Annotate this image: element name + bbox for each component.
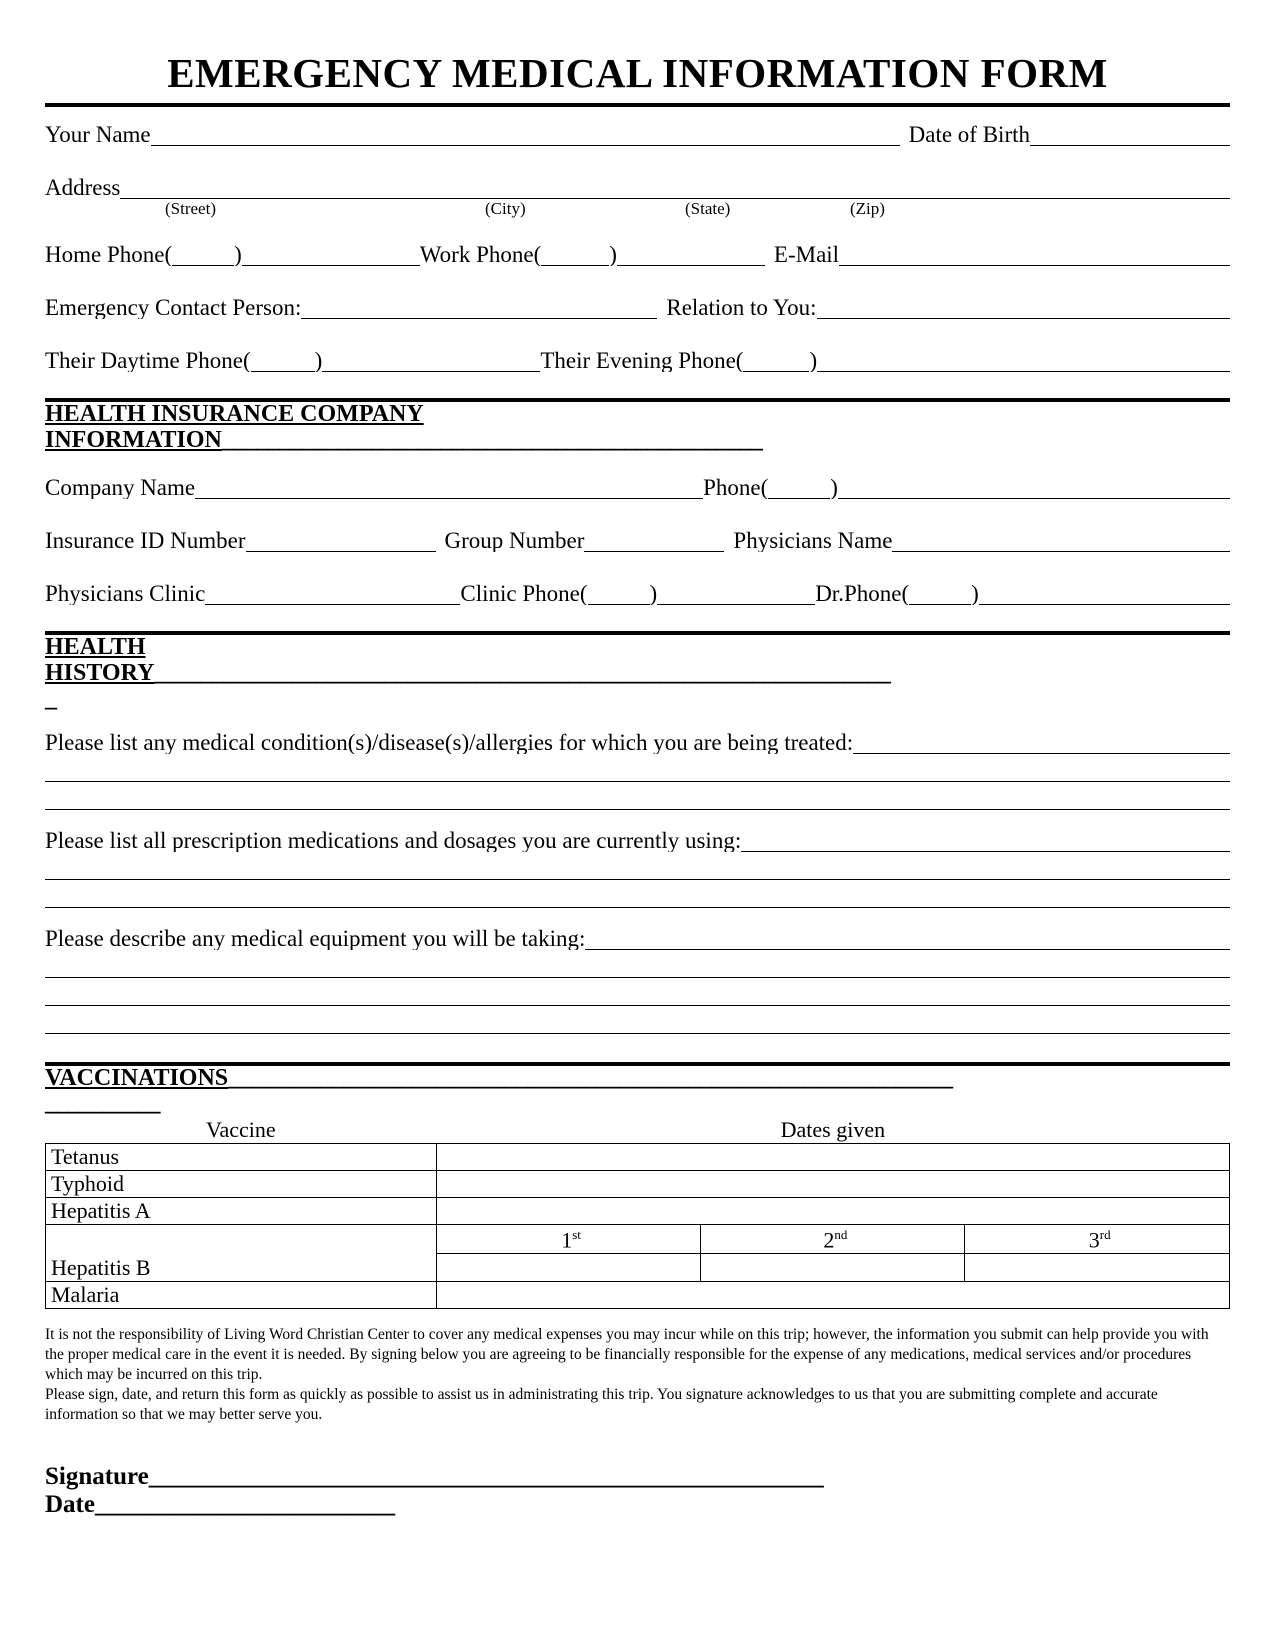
dose-header-2nd-suffix: nd xyxy=(834,1227,848,1243)
question-equipment-label: Please describe any medical equipment you will be taking: xyxy=(45,926,586,950)
address-sub-label-state: (State) xyxy=(685,199,731,219)
physicians-clinic-label: Physicians Clinic xyxy=(45,581,206,605)
vaccine-dates-hepatitis-b xyxy=(436,1225,1229,1282)
dose-header-3rd-number: 3 xyxy=(1088,1227,1100,1253)
vaccine-dates-typhoid[interactable] xyxy=(436,1171,1229,1198)
clinic-phone-input[interactable] xyxy=(657,583,815,605)
date-row xyxy=(45,1491,1230,1519)
dose-header-2nd-number: 2 xyxy=(823,1227,835,1253)
work-phone-paren-close: ) xyxy=(609,243,617,267)
table-row xyxy=(46,1171,1230,1198)
insurance-heading-underscores: _______________________________________________ xyxy=(221,426,763,453)
date-of-birth-input[interactable] xyxy=(1030,124,1230,146)
vaccinations-section-heading xyxy=(45,1066,1230,1118)
disclaimer-paragraph-2: Please sign, date, and return this form as quickly as possible to assist us in administrating this trip. You signature acknowledges to us that you are submitting complete and accurate information so that we may better serve you. xyxy=(45,1385,1158,1423)
dose-header-2nd xyxy=(701,1225,965,1254)
row-company-name xyxy=(45,476,1230,499)
evening-phone-area-input[interactable] xyxy=(743,350,809,372)
row-emergency-contact xyxy=(45,296,1230,319)
daytime-phone-area-input[interactable] xyxy=(251,350,315,372)
vaccine-dates-malaria[interactable] xyxy=(436,1282,1229,1309)
hepatitis-b-dose-table xyxy=(437,1225,1229,1281)
signature-row xyxy=(45,1463,1230,1491)
health-history-heading-line2: HISTORY xyxy=(45,659,155,686)
insurance-phone-label: Phone( xyxy=(703,475,769,499)
question-medications-label: Please list all prescription medications and dosages you are currently using: xyxy=(45,828,742,852)
vaccine-name-hepatitis-b: Hepatitis B xyxy=(46,1225,437,1282)
question-conditions-line-2[interactable] xyxy=(45,754,1230,782)
relation-to-you-label: Relation to You: xyxy=(666,296,817,320)
dose-input-2nd[interactable] xyxy=(701,1254,965,1282)
table-row xyxy=(46,1198,1230,1225)
home-phone-label: Home Phone( xyxy=(45,243,173,267)
group-number-input[interactable] xyxy=(584,530,724,552)
clinic-phone-paren-close: ) xyxy=(649,581,658,605)
address-sub-label-city: (City) xyxy=(485,199,526,219)
insurance-id-label: Insurance ID Number xyxy=(45,528,246,552)
row-question-conditions xyxy=(45,731,1230,754)
row-address xyxy=(45,176,1230,199)
question-medications-line-2[interactable] xyxy=(45,852,1230,880)
dose-header-row xyxy=(437,1225,1229,1254)
question-conditions-input[interactable] xyxy=(853,732,1230,754)
emergency-contact-input[interactable] xyxy=(301,297,657,319)
insurance-heading-line1: HEALTH INSURANCE COMPANY xyxy=(45,401,424,428)
dose-header-3rd-suffix: rd xyxy=(1099,1227,1111,1243)
question-equipment-line-2[interactable] xyxy=(45,950,1230,978)
table-row xyxy=(46,1225,1230,1282)
disclaimer-paragraph-1: It is not the responsibility of Living Word Christian Center to cover any medical expenses you may incur while on this trip; however, the information you submit can help provide you with the proper medical care in the event it is needed. By signing below you are agreeing to be financially responsible for the expense of any medications, medical services and/or procedures which may be incurred on this trip. xyxy=(45,1326,1209,1384)
dose-header-1st xyxy=(437,1225,701,1254)
insurance-phone-paren-close: ) xyxy=(830,475,838,499)
company-name-input[interactable] xyxy=(195,477,703,499)
address-sub-label-zip: (Zip) xyxy=(850,199,885,219)
daytime-phone-paren-close: ) xyxy=(314,349,323,373)
vaccinations-table xyxy=(45,1117,1230,1309)
dr-phone-area-input[interactable] xyxy=(909,583,971,605)
dr-phone-input[interactable] xyxy=(979,583,1230,605)
insurance-section-heading xyxy=(45,402,1230,454)
vaccinations-heading: VACCINATIONS xyxy=(45,1064,229,1091)
date-input[interactable]: ________________________ xyxy=(94,1490,395,1518)
physicians-name-input[interactable] xyxy=(892,530,1230,552)
vaccine-dates-hepatitis-a[interactable] xyxy=(436,1198,1229,1225)
evening-phone-input[interactable] xyxy=(817,350,1230,372)
emergency-contact-label: Emergency Contact Person: xyxy=(45,296,302,320)
dr-phone-label: Dr.Phone( xyxy=(815,581,910,605)
row-physicians-clinic xyxy=(45,582,1230,605)
vaccine-name-typhoid: Typhoid xyxy=(46,1171,437,1198)
date-label: Date xyxy=(45,1490,95,1518)
health-history-heading-underscores-wrap: _ xyxy=(45,685,57,712)
vaccine-name-hepatitis-a: Hepatitis A xyxy=(46,1198,437,1225)
question-medications-line-3[interactable] xyxy=(45,880,1230,908)
insurance-heading-line2: INFORMATION xyxy=(45,426,222,453)
health-history-heading-line1: HEALTH xyxy=(45,633,146,660)
company-name-label: Company Name xyxy=(45,475,196,499)
question-equipment-line-4[interactable] xyxy=(45,1006,1230,1034)
evening-phone-label: Their Evening Phone( xyxy=(540,349,744,373)
signature-input[interactable]: ______________________________________________________ xyxy=(148,1462,824,1490)
page-title: EMERGENCY MEDICAL INFORMATION FORM xyxy=(167,50,1108,96)
row-insurance-ids xyxy=(45,529,1230,552)
question-conditions-label: Please list any medical condition(s)/disease(s)/allergies for which you are being treated: xyxy=(45,730,854,754)
row-phones-email xyxy=(45,243,1230,266)
address-input[interactable] xyxy=(120,177,1230,199)
clinic-phone-label: Clinic Phone( xyxy=(460,581,588,605)
your-name-label: Your Name xyxy=(45,123,151,147)
physicians-name-label: Physicians Name xyxy=(733,528,893,552)
clinic-phone-area-input[interactable] xyxy=(588,583,650,605)
email-input[interactable] xyxy=(839,244,1230,266)
home-phone-paren-close: ) xyxy=(234,243,242,267)
row-their-phones xyxy=(45,349,1230,372)
health-history-heading-underscores: ________________________________________________________________ xyxy=(154,659,891,686)
daytime-phone-label: Their Daytime Phone( xyxy=(45,349,251,373)
row-question-medications xyxy=(45,829,1230,852)
dose-input-1st[interactable] xyxy=(437,1254,701,1282)
table-header-vaccine: Vaccine xyxy=(46,1117,437,1144)
address-label: Address xyxy=(45,176,121,200)
vaccine-name-tetanus: Tetanus xyxy=(46,1144,437,1171)
question-equipment-line-3[interactable] xyxy=(45,978,1230,1006)
table-header-dates-given: Dates given xyxy=(436,1117,1229,1144)
home-phone-area-input[interactable] xyxy=(172,244,234,266)
dose-header-1st-suffix: st xyxy=(572,1227,581,1243)
insurance-phone-area-input[interactable] xyxy=(768,477,830,499)
daytime-phone-input[interactable] xyxy=(322,350,540,372)
address-sub-label-street: (Street) xyxy=(165,199,216,219)
signature-block xyxy=(45,1463,1230,1519)
vaccinations-heading-underscores: _______________________________________________________________ xyxy=(228,1064,953,1091)
address-sub-labels xyxy=(45,199,1230,221)
work-phone-area-input[interactable] xyxy=(541,244,609,266)
vaccine-name-malaria: Malaria xyxy=(46,1282,437,1309)
work-phone-label: Work Phone( xyxy=(419,243,542,267)
table-row xyxy=(46,1144,1230,1171)
group-number-label: Group Number xyxy=(444,528,585,552)
insurance-phone-input[interactable] xyxy=(838,477,1230,499)
vaccinations-heading-underscores-wrap: __________ xyxy=(45,1090,160,1117)
your-name-input[interactable] xyxy=(151,124,900,146)
dr-phone-paren-close: ) xyxy=(971,581,979,605)
insurance-id-input[interactable] xyxy=(246,530,436,552)
question-medications-input[interactable] xyxy=(741,830,1230,852)
question-equipment-input[interactable] xyxy=(585,928,1230,950)
vaccine-dates-tetanus[interactable] xyxy=(436,1144,1229,1171)
evening-phone-paren-close: ) xyxy=(809,349,818,373)
question-conditions-line-3[interactable] xyxy=(45,782,1230,810)
dose-input-row xyxy=(437,1254,1229,1282)
relation-to-you-input[interactable] xyxy=(817,297,1230,319)
row-your-name xyxy=(45,123,1230,146)
home-phone-input[interactable] xyxy=(242,244,420,266)
table-row xyxy=(46,1282,1230,1309)
work-phone-input[interactable] xyxy=(617,244,765,266)
email-label: E-Mail xyxy=(773,243,840,267)
disclaimer-block xyxy=(45,1325,1230,1424)
dose-header-3rd xyxy=(965,1225,1229,1254)
dose-input-3rd[interactable] xyxy=(965,1254,1229,1282)
date-of-birth-label: Date of Birth xyxy=(908,123,1030,147)
physicians-clinic-input[interactable] xyxy=(205,583,460,605)
row-question-equipment xyxy=(45,927,1230,950)
health-history-section-heading xyxy=(45,635,1230,713)
table-header-row xyxy=(46,1117,1230,1144)
dose-header-1st-number: 1 xyxy=(561,1227,573,1253)
signature-label: Signature xyxy=(45,1462,149,1490)
